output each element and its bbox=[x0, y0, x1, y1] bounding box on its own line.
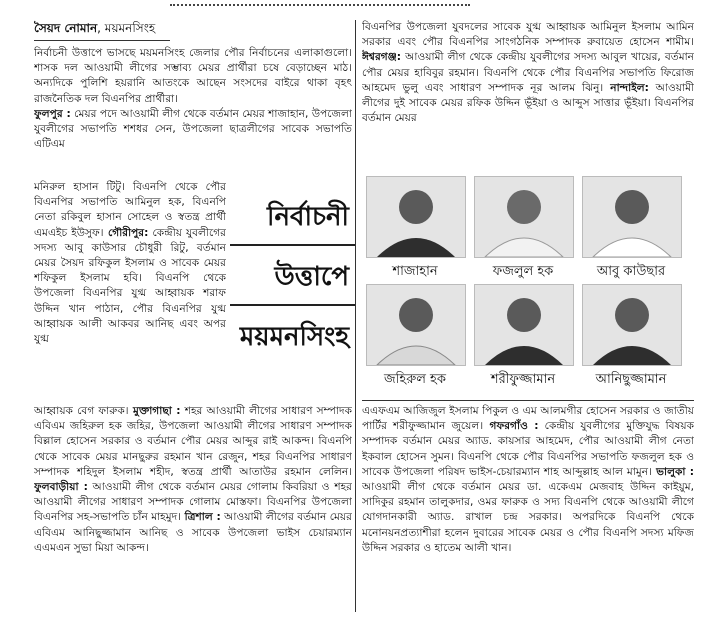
caption-zahirul-haque: জহিরুল হক bbox=[384, 372, 446, 387]
headline-block bbox=[230, 176, 355, 372]
ishwarganj-label: ঈশ্বরগঞ্জ: bbox=[362, 51, 402, 64]
caption-anisuzzaman: আনিছুজ্জামান bbox=[595, 372, 667, 387]
headline-rule-2 bbox=[230, 304, 355, 306]
caption-sharifuzzaman: শরীফুজ্জামান bbox=[490, 372, 556, 387]
portrait-icon bbox=[475, 285, 573, 365]
left-bottom-paragraph bbox=[34, 404, 352, 610]
right-continued-text: এএফএম আজিজুল ইসলাম পিকুল ও এম আলমগীর হোসেন সরকার ও জাতীয় পার্টির শরীফুজ্জামান জুয়েল। bbox=[362, 405, 694, 433]
intro-text: নির্বাচনী উত্তাপে ভাসছে ময়মনসিংহ জেলার পৌর নির্বাচনের এলাকাগুলো। শাসক দল আওয়ামী লীগের সম্ভাব্য মেয়র প্রার্থীরা চষে বেড়াচ্ছেন মাঠ। অন্যদিকে পুলিশি হয়রানি আতংকে আছেন সংসদের বাইরে থাকা বৃহৎ রাজনৈতিক দল বিএনপির প্রার্থীরা। bbox=[34, 47, 352, 105]
ishwarganj-text: আওয়ামী লীগ থেকে কেন্দ্রীয় যুবলীগের সদস্য আবুল খায়ের, বর্তমান পৌর মেয়র হাবিবুর রহমান। বিএনপি থেকে পৌর বিএনপির সভাপতি ফিরোজ আহমেদ ভুলু এবং সাধারণ সম্পাদক নূর আলম ঝিনু। bbox=[362, 51, 694, 94]
headline-line-3: ময়মনসিংহ bbox=[239, 322, 349, 352]
gafargaon-text: কেন্দ্রীয় যুবলীগের মুক্তিযুদ্ধ বিষয়ক সম্পাদক বর্তমান মেয়র অ্যাড. কায়সার আহমেদ, পৌর আওয়ামী লীগ নেতা ইকবাল হোসেন সুমন। বিএনপি থেকে পৌর বিএনপির সভাপতি ফজলুল হক ও সাবেক উপজেলা পরিষদ ভাইস-চেয়ারম্যান শাহ আব্দুল্লাহ আল মামুন। bbox=[362, 420, 694, 478]
gouripur-tail-text: আহ্বায়ক বেগ ফারুক। bbox=[34, 405, 129, 417]
headline-rule-1 bbox=[230, 244, 355, 246]
portrait-icon bbox=[367, 285, 465, 365]
portrait-icon bbox=[475, 177, 573, 257]
headline-line-1: নির্বাচনী bbox=[267, 202, 349, 232]
phulbaria-text: আওয়ামী লীগ থেকে বর্তমান মেয়র গোলাম কিবরিয়া ও শহর আওয়ামী লীগের সাধারণ সম্পাদক গোলাম মোস্তফা। বিএনপির উপজেলা বিএনপির সহ-সভাপতি চাঁন মাহমুদ। bbox=[34, 481, 352, 524]
gafargaon-label: গফরগাঁও : bbox=[483, 420, 539, 433]
column-divider bbox=[355, 20, 356, 612]
left-wrapped-paragraph bbox=[34, 180, 226, 406]
phulpur-bnp-text: মনিরুল হাসান টিটু। বিএনপি থেকে পৌর বিএনপির সভাপতি আমিনুল হক, বিএনপি নেতা রকিবুল হাসান সোহেল ও স্বতন্ত্র প্রার্থী এমএইচ ইউসুফ। bbox=[34, 181, 226, 239]
gouripur-label: গৌরীপুর: bbox=[103, 226, 149, 239]
top-dotted-rule bbox=[170, 4, 470, 6]
muktagacha-text: শহর আওয়ামী লীগের সাধারণ সম্পাদক এবিএম জহিরুল হক জহির, উপজেলা আওয়ামী লীগের সাধারণ সম্পাদক বিল্লাল হোসেন সরকার ও বর্তমান পৌর মেয়র আব্দুর রাই আকন্দ। বিএনপি থেকে সাবেক মেয়র মানছুরুর রহমান খান রেজুন, শহর বিএনপির সাধারণ সম্পাদক শহিদুল ইসলাম শহীদ, স্বতন্ত্র প্রার্থী আতাউর রহমান লেলিন। bbox=[34, 405, 352, 478]
trishal-text: আওয়ামী লীগের বর্তমান মেয়র এবিএম আনিছুজ্জামান আনিছ ও সাবেক উপজেলা ভাইস চেয়ারম্যান এএমএন সুভা মিয়া আকন্দ। bbox=[34, 511, 352, 554]
caption-fazlul-haque: ফজলুল হক bbox=[492, 264, 554, 279]
phulpur-label: ফুলপুর : bbox=[34, 107, 71, 120]
byline-name: সৈয়দ নোমান bbox=[34, 21, 98, 35]
phulbaria-label: ফুলবাড়ীয়া : bbox=[34, 481, 88, 494]
caption-shajahan: শাজাহান bbox=[392, 264, 438, 279]
byline bbox=[34, 20, 155, 40]
photo-bottom-rule bbox=[362, 400, 694, 401]
bhaluka-text: আওয়ামী লীগ থেকে বর্তমান মেয়র ডা. একেএম মেজবাহ উদ্দিন কাইয়ুম, সাদিকুর রহমান তালুকদার, ওমর ফারুক ও সদ্য বিএনপি থেকে আওয়ামী লীগে যোগদানকারী অ্যাড. রাখাল চন্দ্র সরকার। অপরদিকে বিএনপি থেকে মনোনয়নপ্রত্যাশীরা হলেন দুবারের সাবেক মেয়র ও পৌর বিএনপি সদস্য মফিজ উদ্দিন সরকার ও হাতেম আলী খান। bbox=[362, 481, 694, 554]
byline-underline bbox=[34, 40, 170, 41]
portrait-icon bbox=[367, 177, 465, 257]
photo-zahirul-haque bbox=[366, 284, 466, 366]
right-top-paragraph bbox=[362, 20, 694, 166]
muktagacha-label: মুক্তাগাছা : bbox=[128, 405, 181, 417]
photo-fazlul-haque bbox=[474, 176, 574, 258]
byline-location: , ময়মনসিংহ bbox=[97, 21, 156, 35]
caption-abu-kausar: আবু কাউছার bbox=[596, 264, 666, 279]
photo-sharifuzzaman bbox=[474, 284, 574, 366]
gouripur-text: কেন্দ্রীয় যুবলীগের সদস্য আবু কাউসার চৌধুরী রিটু, বর্তমান মেয়র সৈয়দ রফিকুল ইসলাম ও সাবেক মেয়র শফিকুল ইসলাম হবি। বিএনপি থেকে উপজেলা বিএনপির যুগ্ম আহ্বায়ক শরাফ উদ্দিন খান পাঠান, পৌর বিএনপির যুগ্ম আহ্বায়ক আলী আকবর আনিছ এবং অপর যুগ্ম bbox=[34, 226, 226, 346]
nandail-text: আওয়ামী লীগের দুই সাবেক মেয়র রফিক উদ্দিন ভূঁইয়া ও আব্দুস সাত্তার ভূঁইয়া। বিএনপির বর্তমান মেয়র bbox=[362, 81, 694, 125]
portrait-icon bbox=[583, 177, 681, 257]
headline-line-2: উত্তাপে bbox=[274, 262, 349, 292]
right-bottom-paragraph bbox=[362, 404, 694, 610]
photo-abu-kausar bbox=[582, 176, 682, 258]
trishal-label: ত্রিশাল : bbox=[180, 511, 221, 524]
phulpur-text: মেয়র পদে আওয়ামী লীগ থেকে বর্তমান মেয়র শাজাহান, উপজেলা যুবলীগের সভাপতি শশধর সেন, উপজেলা ছাত্রলীগের সাবেক সভাপতি এটিএম bbox=[34, 107, 352, 151]
photo-anisuzzaman bbox=[582, 284, 682, 366]
portrait-icon bbox=[583, 285, 681, 365]
photo-shajahan bbox=[366, 176, 466, 258]
bhaluka-label: ভালুকা : bbox=[651, 465, 694, 478]
nandail-label: নান্দাইল: bbox=[603, 81, 649, 94]
right-intro-text: বিএনপির উপজেলা যুবদলের সাবেক যুগ্ম আহ্বায়ক আমিনুল ইসলাম আমিন সরকার এবং পৌর বিএনপির সাংগঠনিক সম্পাদক রুবায়েত হোসেন শামীম। bbox=[362, 21, 694, 49]
left-intro-paragraph bbox=[34, 46, 352, 180]
